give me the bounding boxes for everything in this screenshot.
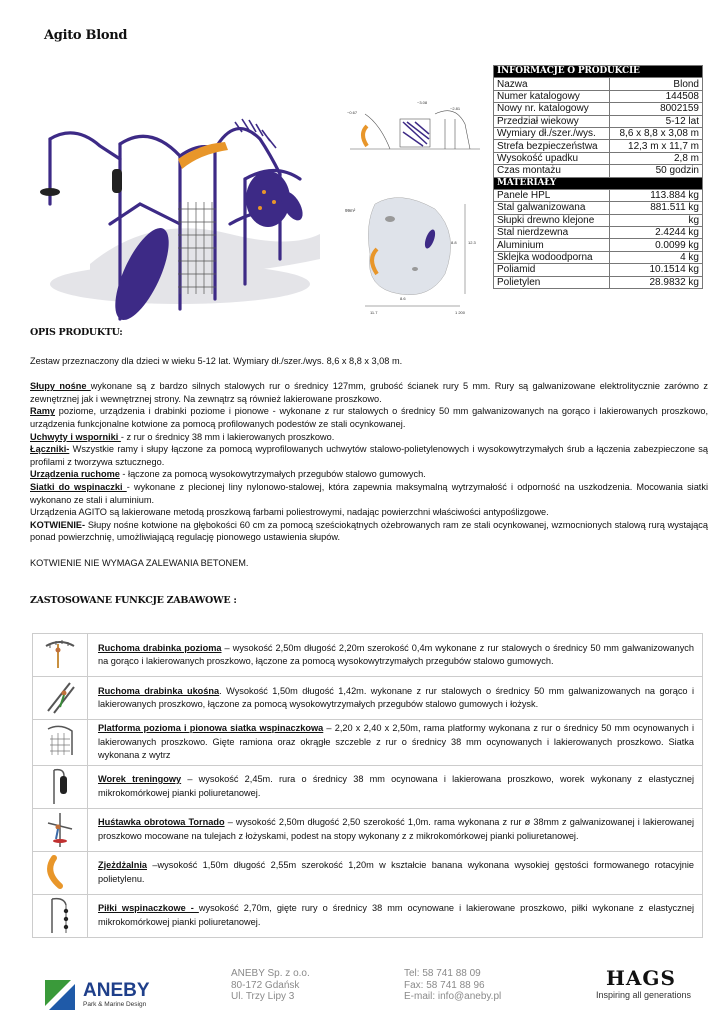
function-text: – wysokość 2,50m długość 2,20m szerokość 0,4m wykonane z rur stalowych o średnicy 50 mm galwanizowanych na gorąco i lakierowanych proszkowo, łączone za pomocą wysokowytrzymałych przegubów stalowo gumowych. [98, 642, 694, 666]
function-description [88, 808, 703, 851]
side-label-1: ~0.67 [347, 110, 358, 115]
table-row [494, 103, 703, 115]
row-label: Wymiary dł./szer./wys. [494, 127, 610, 139]
function-description [88, 720, 703, 766]
footer-contact: Tel: 58 741 88 09 Fax: 58 741 88 96 E-mail: info@aneby.pl [404, 968, 502, 1002]
side-label-3: ~2.81 [450, 106, 461, 111]
table-row [494, 152, 703, 164]
plan-length: 8.6 [400, 296, 406, 301]
row-value: 4 kg [609, 251, 702, 263]
paragraph-frames: Ramy poziome, urządzenia i drabinki poziome i pionowe - wykonane z rur stalowych o średnicy 50 mm galwanizowanych na gorąco i lakierowanych proszkowo, urządzenia funkcjonalne kotwione za pomocą profilowanych podestów ze stali ocynkowanej. [30, 406, 708, 429]
function-name: Platforma pozioma i pionowa siatka wspinaczkowa [98, 723, 324, 733]
table-row [494, 189, 703, 201]
function-text: wysokość 2,70m, gięte rury o średnicy 38 mm ocynowane i lakierowane proszkowo, piłki wykonane z elastycznej mikrokomórkowej pianki poliuretanowej. [98, 903, 694, 927]
function-description [88, 851, 703, 894]
row-label: Numer katalogowy [494, 90, 610, 102]
email-link[interactable]: E-mail: info@aneby.pl [404, 991, 502, 1002]
table-row [494, 227, 703, 239]
function-icon-cell [33, 677, 88, 720]
function-description [88, 765, 703, 808]
table-row [494, 251, 703, 263]
table-row [494, 140, 703, 152]
row-value: 113.884 kg [609, 189, 702, 201]
function-row [33, 634, 703, 677]
product-illustration [30, 84, 335, 324]
svg-text:ANEBY: ANEBY [83, 980, 150, 1001]
plan-zone-length: 11.7 [370, 310, 378, 315]
climbing-net-icon [40, 721, 80, 761]
table-row [494, 78, 703, 90]
table-row [494, 239, 703, 251]
function-text: – 2,20 x 2,40 x 2,50m, rama platformy wykonana z rur o średnicy 50 mm ocynowanych i lakierowanych proszkowo. Gięte ramiona oraz okrągłe szczeble z rur o średnicy 38 mm ocynowanych i lakierowanych proszkowo. Siatka wykonana z wytrz [98, 723, 694, 760]
plan-view [365, 198, 465, 306]
slide-icon [40, 852, 80, 892]
intro-paragraph: Zestaw przeznaczony dla dzieci w wieku 5-12 lat. Wymiary dł./szer./wys. 8,6 x 8,8 x 3,08 m. [30, 356, 403, 366]
row-label: Strefa bezpieczeństwa [494, 140, 610, 152]
row-value: 2,8 m [609, 152, 702, 164]
row-value: 8002159 [609, 103, 702, 115]
row-label: Poliamid [494, 264, 610, 276]
function-icon-cell [33, 720, 88, 766]
paragraph-anchoring: KOTWIENIE- Słupy nośne kotwione na głębokości 60 cm za pomocą sześciokątnych ożebrowanych ram ze stali ocynkowanej, wzmocnionych stalową rurą wystającą ponad powierzchnię, umożliwiającą regulację pionowego ustawienia słupów. [30, 519, 708, 543]
hags-logo: HAGS Inspiring all generations [596, 966, 692, 1000]
side-net [403, 122, 429, 146]
plan-zone-width: 12.3 [468, 240, 476, 245]
row-value: 12,3 m x 11,7 m [609, 140, 702, 152]
row-label: Słupki drewno klejone [494, 214, 610, 226]
table-row [494, 214, 703, 226]
table-row [494, 264, 703, 276]
functions-table [32, 633, 703, 938]
function-row [33, 808, 703, 851]
svg-text:Park & Marine Design: Park & Marine Design [83, 1001, 147, 1008]
function-name: Piłki wspinaczkowe - [98, 903, 199, 913]
paragraph-coating: Urządzenia AGITO są lakierowane metodą proszkową farbami poliestrowymi, nadając powierzchni właściwości antypoślizgowe. [30, 507, 549, 518]
row-value: 881.511 kg [609, 202, 702, 214]
row-value: 2.4244 kg [609, 227, 702, 239]
row-label: Aluminium [494, 239, 610, 251]
table-row [494, 202, 703, 214]
paragraph-connectors: Łączniki- Wszystkie ramy i słupy łączone za pomocą wyprofilowanych uchwytów stalowo-polietylenowych i wysokowytrzymałych śrub a łączenia zabezpieczone są profilami z tworzywa sztucznego. [30, 444, 708, 467]
side-elevation [350, 111, 480, 149]
plan-scale: 1 200 [455, 310, 466, 315]
function-icon-cell [33, 851, 88, 894]
technical-drawings [345, 94, 485, 324]
function-icon-cell [33, 634, 88, 677]
product-info-table [493, 65, 703, 289]
function-row [33, 677, 703, 720]
row-value: 50 godzin [609, 165, 702, 177]
function-icon-cell [33, 808, 88, 851]
function-description [88, 894, 703, 937]
function-name: Worek treningowy [98, 774, 182, 784]
row-value: kg [609, 214, 702, 226]
functions-heading: ZASTOSOWANE FUNKCJE ZABAWOWE : [30, 595, 237, 606]
function-name: Ruchoma drabinka pozioma [98, 642, 222, 653]
function-name: Ruchoma drabinka ukośna [98, 685, 220, 696]
row-label: Przedział wiekowy [494, 115, 610, 127]
function-name: Huśtawka obrotowa Tornado [98, 817, 225, 827]
horizontal-ladder-icon [40, 634, 80, 674]
row-label: Stal galwanizowana [494, 202, 610, 214]
table-row [494, 165, 703, 177]
row-value: 28.9832 kg [609, 276, 702, 288]
function-text: –wysokość 1,50m długość 2,55m szerokość 1,20m w kształcie banana wykonana wysokiej gęstości formowanego rotacyjnie polietylenu. [98, 860, 694, 884]
row-value: 10.1514 kg [609, 264, 702, 276]
paragraph-supports: Słupy nośne wykonane są z bardzo silnych stalowych rur o średnicy 127mm, grubość ścianek rury 5 mm. Rury są galwanizowane elektrolitycznie zarówno z zewnętrznej jak i wewnętrznej strony. Na zewnątrz są również lakierowane proszkowo. [30, 381, 708, 404]
function-description [88, 634, 703, 677]
punching-bag-icon [40, 766, 80, 806]
footer-address: ANEBY Sp. z o.o. 80-172 Gdańsk Ul. Trzy Lipy 3 [231, 968, 310, 1002]
row-value: Blond [609, 78, 702, 90]
row-label: Wysokość upadku [494, 152, 610, 164]
row-value: 8,6 x 8,8 x 3,08 m [609, 127, 702, 139]
function-row [33, 765, 703, 808]
table-row [494, 276, 703, 288]
paragraph-moving-parts: Urządzenia ruchome - łączone za pomocą wysokowytrzymałych przegubów stalowo gumowych. [30, 469, 426, 480]
table-row [494, 127, 703, 139]
function-text: . Wysokość 1,50m długość 1,42m. wykonane z rur stalowych o średnicy 50 mm galwanizowanych na gorąco i lakierowanych proszkowo, łączone za pomocą wysokowytrzymałych przegubów stalowo gumowych i łożysk. [98, 685, 694, 709]
paragraph-nets: Siatki do wspinaczki - wykonane z plecionej liny nylonowo-stalowej, która zapewnia maksymalną wytrzymałość i odporność na uszkodzenia. Mocowania siatki wykonano ze stali i aluminium. [30, 481, 708, 505]
function-icon-cell [33, 765, 88, 808]
table-row [494, 90, 703, 102]
anchoring-note: KOTWIENIE NIE WYMAGA ZALEWANIA BETONEM. [30, 557, 249, 568]
row-label: Sklejka wodoodporna [494, 251, 610, 263]
row-label: Czas montażu [494, 165, 610, 177]
aneby-logo [45, 972, 175, 1012]
description-heading: OPIS PRODUKTU: [30, 327, 123, 338]
table-heading-row [494, 177, 703, 189]
paragraph-handles: Uchwyty i wsporniki - z rur o średnicy 38 mm i lakierowanych proszkowo. [30, 431, 335, 442]
function-description [88, 677, 703, 720]
side-slide [363, 126, 367, 146]
function-text: – wysokość 2,50m długość 2,50 szerokość 1,0m. rama wykonana z rur ø 38mm z galwanizowanej i lakierowanej proszkowo mocowane na tulejach z łożyskami, podest na stopy wykonany z z mikrokomórkowej pianki poliuretanowej. [98, 817, 694, 841]
row-value: 144508 [609, 90, 702, 102]
table-heading: MATERIAŁY [494, 177, 703, 189]
side-label-2: ~3.08 [417, 100, 428, 105]
plan-width: 8.8 [451, 240, 457, 245]
function-name: Zjeżdżalnia [98, 860, 148, 870]
function-row [33, 851, 703, 894]
table-heading-row [494, 66, 703, 78]
row-value: 0.0099 kg [609, 239, 702, 251]
tornado-swing-icon [40, 809, 80, 849]
row-label: Stal nierdzewna [494, 227, 610, 239]
row-label: Polietylen [494, 276, 610, 288]
row-label: Nazwa [494, 78, 610, 90]
function-text: – wysokość 2,45m. rura o średnicy 38 mm ocynowana i lakierowana proszkowo, worek wykonany z elastycznej mikrokomórkowej pianki poliuretanowej. [98, 774, 695, 798]
table-row [494, 115, 703, 127]
table-heading: INFORMACJE O PRODUKCIE [494, 66, 703, 78]
row-label: Nowy nr. katalogowy [494, 103, 610, 115]
function-row [33, 894, 703, 937]
row-value: 5-12 lat [609, 115, 702, 127]
function-icon-cell [33, 894, 88, 937]
description-text [30, 355, 708, 569]
inclined-ladder-icon [40, 677, 80, 717]
function-row [33, 720, 703, 766]
plan-area: 99m² [345, 208, 356, 213]
climbing-balls-icon [40, 895, 80, 935]
page-title: Agito Blond [44, 28, 128, 43]
row-label: Panele HPL [494, 189, 610, 201]
